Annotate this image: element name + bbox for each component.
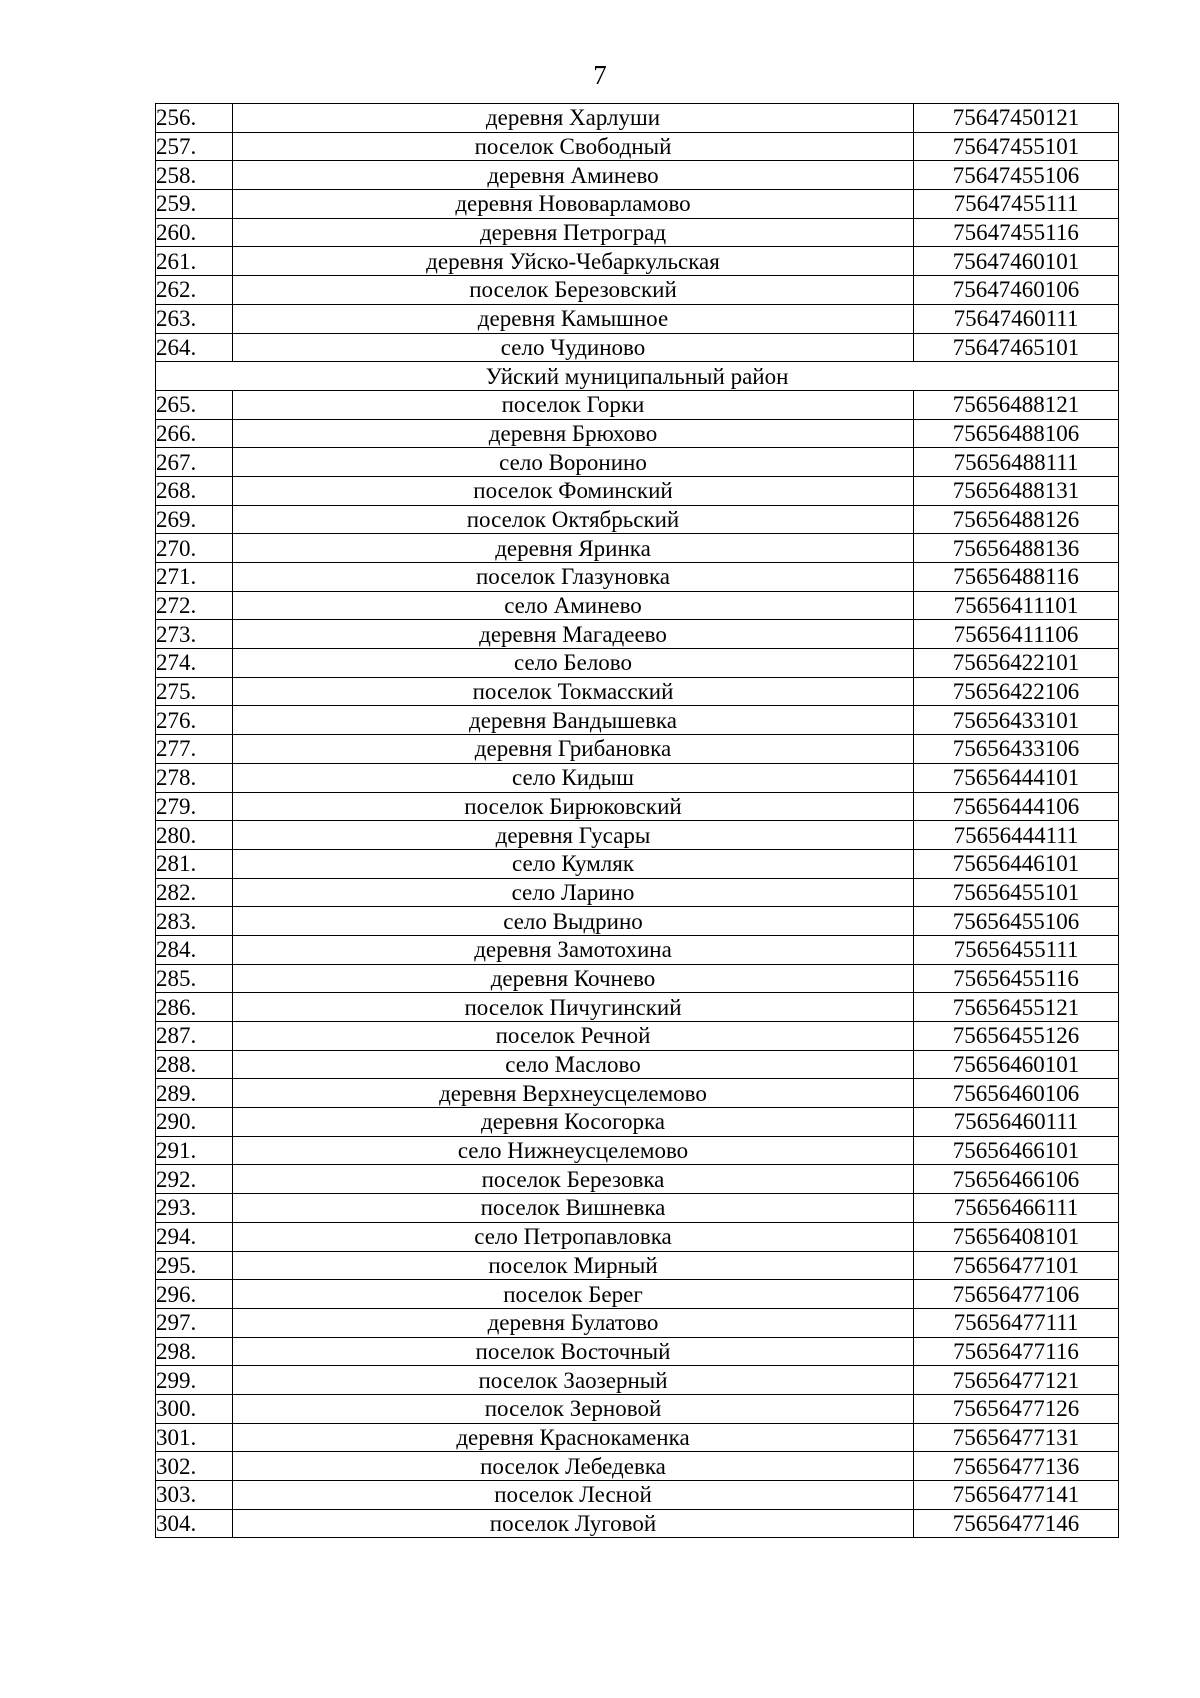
table-row [156,964,1119,993]
settlement-name: село Кидыш [233,763,914,792]
row-number: 302. [156,1452,233,1481]
row-number: 304. [156,1509,233,1538]
settlement-name: деревня Брюхово [233,419,914,448]
row-number: 257. [156,132,233,161]
oktmo-code: 75656488116 [914,563,1119,592]
row-number: 261. [156,247,233,276]
row-number: 268. [156,476,233,505]
oktmo-code: 75656477131 [914,1423,1119,1452]
table-row [156,419,1119,448]
row-number: 260. [156,218,233,247]
row-number: 270. [156,534,233,563]
table-row [156,993,1119,1022]
row-number: 301. [156,1423,233,1452]
oktmo-code: 75656433101 [914,706,1119,735]
table-row [156,1194,1119,1223]
oktmo-code: 75656477116 [914,1337,1119,1366]
settlement-name: поселок Заозерный [233,1366,914,1395]
row-number: 289. [156,1079,233,1108]
table-row [156,1481,1119,1510]
oktmo-code: 75656446101 [914,849,1119,878]
row-number: 279. [156,792,233,821]
oktmo-code: 75656408101 [914,1222,1119,1251]
table-row [156,935,1119,964]
settlement-name: поселок Восточный [233,1337,914,1366]
row-number: 287. [156,1022,233,1051]
settlement-name: поселок Пичугинский [233,993,914,1022]
table-row [156,161,1119,190]
table-row [156,104,1119,133]
settlement-name: село Петропавловка [233,1222,914,1251]
settlement-name: деревня Аминево [233,161,914,190]
row-number: 267. [156,448,233,477]
settlement-name: село Маслово [233,1050,914,1079]
row-number: 295. [156,1251,233,1280]
row-number: 282. [156,878,233,907]
oktmo-code: 75647460111 [914,304,1119,333]
settlement-name: село Чудиново [233,333,914,362]
table-row [156,763,1119,792]
settlement-name: деревня Вандышевка [233,706,914,735]
settlement-name: поселок Лебедевка [233,1452,914,1481]
oktmo-code: 75656422101 [914,649,1119,678]
oktmo-code: 75656488131 [914,476,1119,505]
row-number: 281. [156,849,233,878]
settlement-name: поселок Фоминский [233,476,914,505]
settlement-name: село Выдрино [233,907,914,936]
table-row [156,821,1119,850]
oktmo-code: 75656477121 [914,1366,1119,1395]
row-number: 292. [156,1165,233,1194]
row-number: 288. [156,1050,233,1079]
oktmo-code: 75656466106 [914,1165,1119,1194]
oktmo-code: 75656488126 [914,505,1119,534]
settlement-name: деревня Верхнеусцелемово [233,1079,914,1108]
row-number: 258. [156,161,233,190]
oktmo-code: 75656460101 [914,1050,1119,1079]
table-row [156,505,1119,534]
row-number: 263. [156,304,233,333]
table-row [156,735,1119,764]
oktmo-code: 75656411101 [914,591,1119,620]
row-number: 299. [156,1366,233,1395]
settlement-name: поселок Глазуновка [233,563,914,592]
oktmo-code: 75656455101 [914,878,1119,907]
row-number: 274. [156,649,233,678]
settlement-name: деревня Петроград [233,218,914,247]
row-number: 294. [156,1222,233,1251]
row-number: 269. [156,505,233,534]
section-header-row [156,362,1119,391]
row-number: 259. [156,190,233,219]
settlement-name: поселок Березовский [233,276,914,305]
settlement-name: село Воронино [233,448,914,477]
settlement-name: поселок Луговой [233,1509,914,1538]
table-row [156,677,1119,706]
row-number: 293. [156,1194,233,1223]
settlement-name: деревня Уйско-Чебаркульская [233,247,914,276]
settlement-name: поселок Токмасский [233,677,914,706]
table-row [156,878,1119,907]
settlement-name: деревня Булатово [233,1308,914,1337]
table-row [156,1280,1119,1309]
oktmo-code: 75656460111 [914,1108,1119,1137]
oktmo-code: 75656466101 [914,1136,1119,1165]
row-number: 280. [156,821,233,850]
row-number: 278. [156,763,233,792]
oktmo-code: 75647455106 [914,161,1119,190]
settlements-table [155,103,1119,1538]
oktmo-code: 75656455126 [914,1022,1119,1051]
settlement-name: деревня Харлуши [233,104,914,133]
row-number: 277. [156,735,233,764]
settlement-name: село Кумляк [233,849,914,878]
oktmo-code: 75656488111 [914,448,1119,477]
table-row [156,1394,1119,1423]
row-number: 303. [156,1481,233,1510]
table-row [156,534,1119,563]
oktmo-code: 75656488106 [914,419,1119,448]
table-row [156,792,1119,821]
oktmo-code: 75656444111 [914,821,1119,850]
table-row [156,1423,1119,1452]
settlement-name: поселок Бирюковский [233,792,914,821]
row-number: 275. [156,677,233,706]
oktmo-code: 75656477141 [914,1481,1119,1510]
table-row [156,276,1119,305]
row-number: 296. [156,1280,233,1309]
table-row [156,1165,1119,1194]
table-row [156,1136,1119,1165]
table-row [156,1509,1119,1538]
oktmo-code: 75656433106 [914,735,1119,764]
oktmo-code: 75647465101 [914,333,1119,362]
table-row [156,1022,1119,1051]
oktmo-code: 75647450121 [914,104,1119,133]
settlement-name: деревня Магадеево [233,620,914,649]
row-number: 298. [156,1337,233,1366]
oktmo-code: 75656422106 [914,677,1119,706]
table-row [156,1050,1119,1079]
table-row [156,1108,1119,1137]
settlement-name: деревня Замотохина [233,935,914,964]
table-row [156,1337,1119,1366]
oktmo-code: 75656460106 [914,1079,1119,1108]
oktmo-code: 75656455111 [914,935,1119,964]
oktmo-code: 75656444101 [914,763,1119,792]
table-row [156,333,1119,362]
settlement-name: село Нижнеусцелемово [233,1136,914,1165]
oktmo-code: 75656488136 [914,534,1119,563]
table-row [156,620,1119,649]
table-row [156,1366,1119,1395]
row-number: 265. [156,390,233,419]
row-number: 300. [156,1394,233,1423]
table-row [156,563,1119,592]
table-row [156,132,1119,161]
row-number: 283. [156,907,233,936]
oktmo-code: 75656477136 [914,1452,1119,1481]
settlement-name: село Аминево [233,591,914,620]
settlement-name: поселок Вишневка [233,1194,914,1223]
table-row [156,190,1119,219]
section-title: Уйский муниципальный район [156,362,1119,391]
oktmo-code: 75656488121 [914,390,1119,419]
table-row [156,1222,1119,1251]
row-number: 297. [156,1308,233,1337]
row-number: 286. [156,993,233,1022]
row-number: 271. [156,563,233,592]
table-row [156,476,1119,505]
table-row [156,849,1119,878]
settlement-name: деревня Камышное [233,304,914,333]
settlement-name: деревня Гусары [233,821,914,850]
row-number: 264. [156,333,233,362]
settlement-name: поселок Речной [233,1022,914,1051]
row-number: 285. [156,964,233,993]
table-row [156,1452,1119,1481]
table-row [156,1251,1119,1280]
settlement-name: поселок Березовка [233,1165,914,1194]
table-row [156,649,1119,678]
table-row [156,706,1119,735]
oktmo-code: 75656455106 [914,907,1119,936]
row-number: 291. [156,1136,233,1165]
settlement-name: поселок Свободный [233,132,914,161]
settlement-name: деревня Яринка [233,534,914,563]
settlement-name: поселок Лесной [233,1481,914,1510]
row-number: 276. [156,706,233,735]
oktmo-code: 75647460101 [914,247,1119,276]
row-number: 272. [156,591,233,620]
oktmo-code: 75656477106 [914,1280,1119,1309]
settlement-name: поселок Горки [233,390,914,419]
oktmo-code: 75656411106 [914,620,1119,649]
oktmo-code: 75656477101 [914,1251,1119,1280]
table-row [156,390,1119,419]
row-number: 290. [156,1108,233,1137]
settlement-name: поселок Мирный [233,1251,914,1280]
table-row [156,218,1119,247]
oktmo-code: 75647460106 [914,276,1119,305]
settlement-name: деревня Косогорка [233,1108,914,1137]
settlement-name: поселок Октябрьский [233,505,914,534]
page-number: 7 [593,60,607,90]
oktmo-code: 75647455101 [914,132,1119,161]
oktmo-code: 75647455116 [914,218,1119,247]
settlement-name: деревня Краснокаменка [233,1423,914,1452]
table-row [156,304,1119,333]
table-row [156,591,1119,620]
settlement-name: деревня Кочнево [233,964,914,993]
oktmo-code: 75656466111 [914,1194,1119,1223]
settlement-name: деревня Нововарламово [233,190,914,219]
oktmo-code: 75656455116 [914,964,1119,993]
table-row [156,907,1119,936]
oktmo-code: 75656455121 [914,993,1119,1022]
settlement-name: деревня Грибановка [233,735,914,764]
table-row [156,1079,1119,1108]
settlements-table-body [156,104,1119,1538]
row-number: 273. [156,620,233,649]
oktmo-code: 75656477126 [914,1394,1119,1423]
table-row [156,247,1119,276]
oktmo-code: 75656444106 [914,792,1119,821]
row-number: 256. [156,104,233,133]
table-row [156,1308,1119,1337]
settlement-name: поселок Берег [233,1280,914,1309]
table-row [156,448,1119,477]
oktmo-code: 75656477146 [914,1509,1119,1538]
settlement-name: поселок Зерновой [233,1394,914,1423]
row-number: 262. [156,276,233,305]
row-number: 266. [156,419,233,448]
row-number: 284. [156,935,233,964]
oktmo-code: 75656477111 [914,1308,1119,1337]
oktmo-code: 75647455111 [914,190,1119,219]
settlement-name: село Белово [233,649,914,678]
settlement-name: село Ларино [233,878,914,907]
